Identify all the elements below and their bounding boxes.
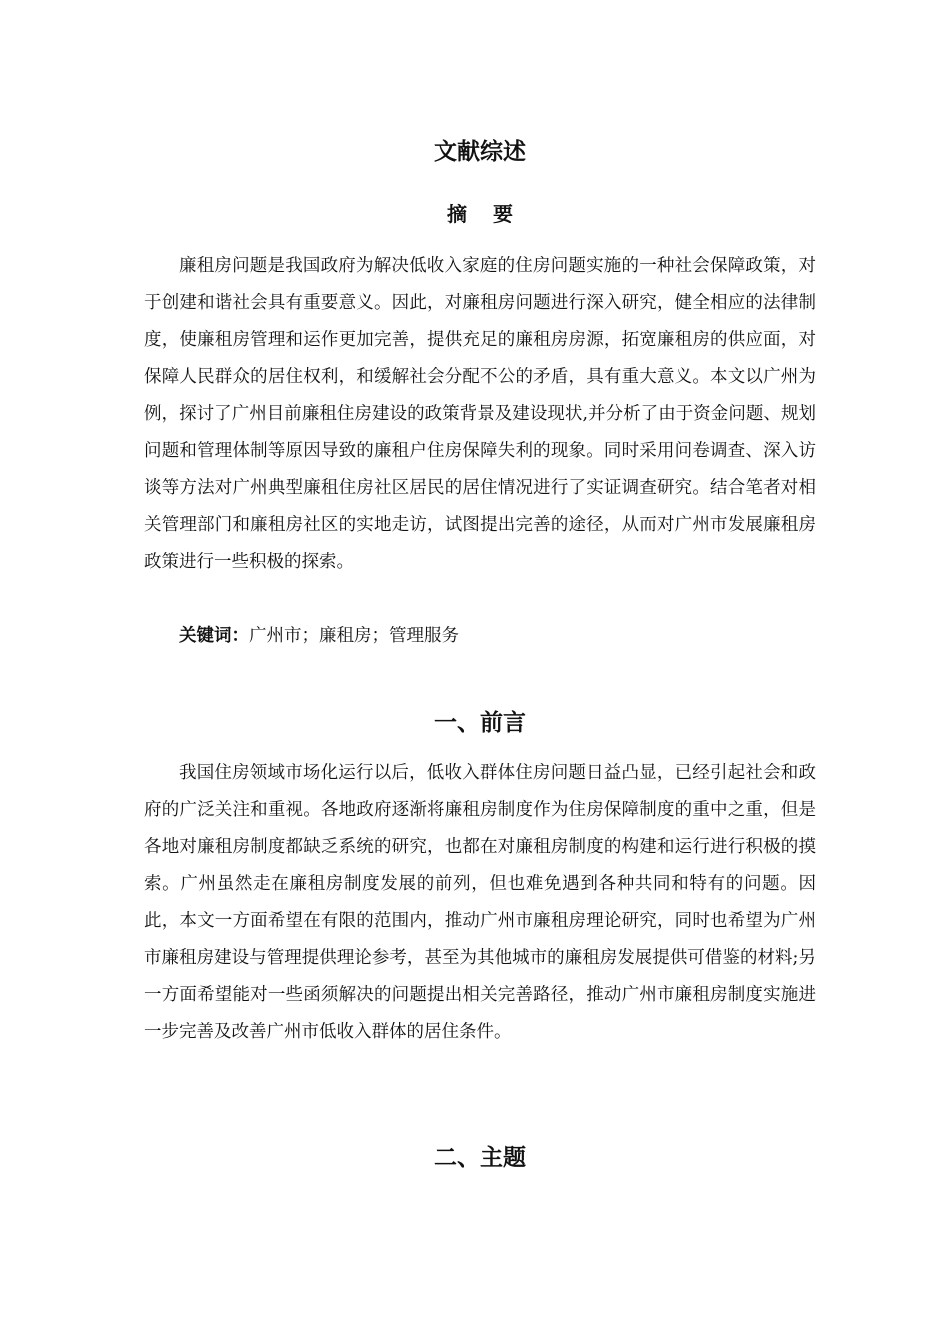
keywords-line xyxy=(144,618,816,655)
abstract-body: 廉租房问题是我国政府为解决低收入家庭的住房问题实施的一种社会保障政策，对于创建和谐社会具有重要意义。因此，对廉租房问题进行深入研究，健全相应的法律制度，使廉租房管理和运作更加完善，提供充足的廉租房房源，拓宽廉租房的供应面，对保障人民群众的居住权利，和缓解社会分配不公的矛盾，具有重大意义。本文以广州为例，探讨了广州目前廉租住房建设的政策背景及建设现状,并分析了由于资金问题、规划问题和管理体制等原因导致的廉租户住房保障失利的现象。同时采用问卷调查、深入访谈等方法对广州典型廉租住房社区居民的居住情况进行了实证调查研究。结合笔者对相关管理部门和廉租房社区的实地走访，试图提出完善的途径，从而对广州市发展廉租房政策进行一些积极的探索。 xyxy=(144,256,816,572)
document-title: 文献综述 xyxy=(434,138,526,165)
section-title-topic: 二、主题 xyxy=(434,1144,526,1171)
keywords-value: 广州市；廉租房；管理服务 xyxy=(249,626,459,646)
abstract-heading-left: 摘 xyxy=(447,202,467,226)
section-title-preface: 一、前言 xyxy=(434,709,526,736)
abstract-heading xyxy=(144,198,816,230)
keywords-label: 关键词： xyxy=(179,626,249,646)
preface-body: 我国住房领域市场化运行以后，低收入群体住房问题日益凸显，已经引起社会和政府的广泛关注和重视。各地政府逐渐将廉租房制度作为住房保障制度的重中之重，但是各地对廉租房制度都缺乏系统的研究，也都在对廉租房制度的构建和运行进行积极的摸索。广州虽然走在廉租房制度发展的前列，但也难免遇到各种共同和特有的问题。因此，本文一方面希望在有限的范围内，推动广州市廉租房理论研究，同时也希望为广州市廉租房建设与管理提供理论参考，甚至为其他城市的廉租房发展提供可借鉴的材料;另一方面希望能对一些函须解决的问题提出相关完善路径，推动广州市廉租房制度实施进一步完善及改善广州市低收入群体的居住条件。 xyxy=(144,763,816,1042)
abstract-heading-right: 要 xyxy=(493,202,513,226)
